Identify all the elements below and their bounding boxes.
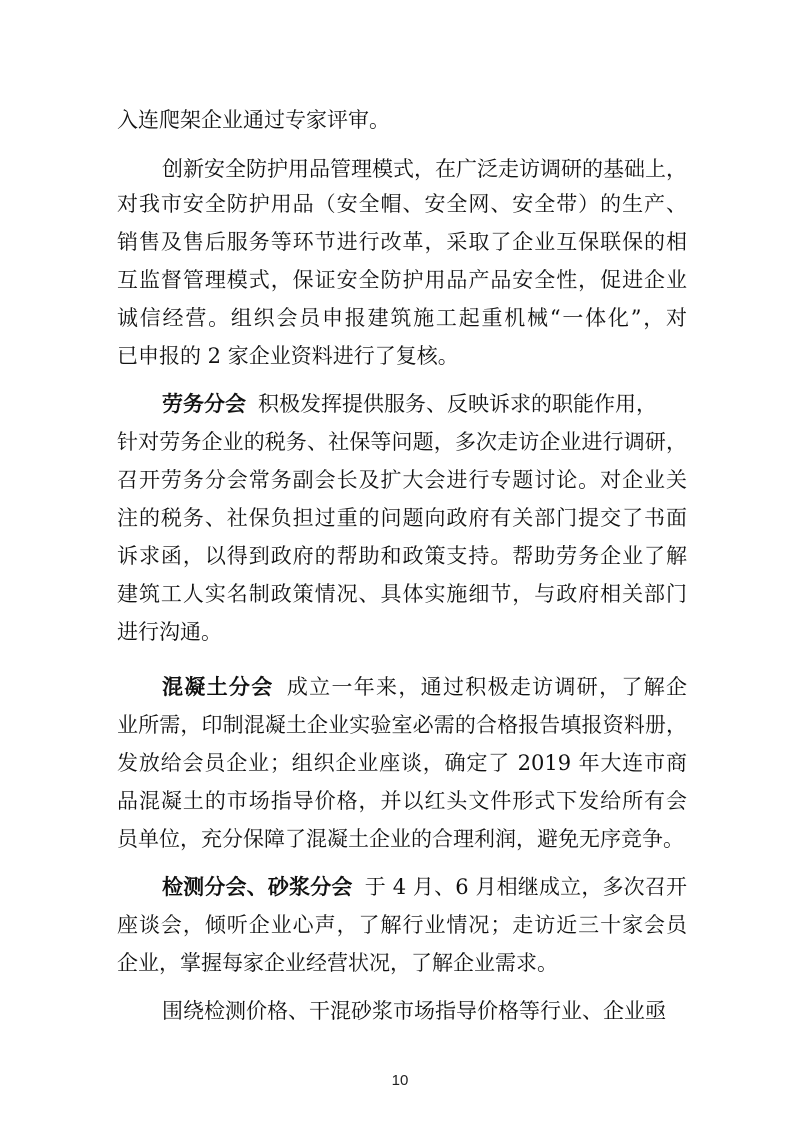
paragraph-line: 创新安全防护用品管理模式，在广泛走访调研的基础上， — [162, 157, 687, 181]
paragraph-line: 已申报的 2 家企业资料进行了复核。 — [117, 344, 459, 368]
paragraph-line: 业所需，印制混凝土企业实验室必需的合格报告填报资料册， — [117, 713, 687, 737]
section-heading-concrete: 混凝土分会 — [162, 675, 274, 699]
paragraph-line — [162, 391, 687, 417]
paragraph-line: 建筑工人实名制政策情况、具体实施细节，与政府相关部门 — [117, 582, 687, 606]
page-number: 10 — [391, 1072, 409, 1089]
paragraph-line: 发放给会员企业；组织企业座谈，确定了 2019 年大连市商 — [117, 751, 687, 775]
paragraph-text: 积极发挥提供服务、反映诉求的职能作用， — [258, 392, 657, 416]
paragraph-line: 针对劳务企业的税务、社保等问题，多次走访企业进行调研， — [117, 430, 687, 454]
paragraph-line — [162, 874, 687, 900]
paragraph-line: 员单位，充分保障了混凝土企业的合理利润，避免无序竞争。 — [117, 827, 684, 851]
paragraph-line: 进行沟通。 — [117, 620, 222, 644]
paragraph-line: 入连爬架企业通过专家评审。 — [117, 108, 390, 132]
paragraph-line — [162, 674, 687, 700]
paragraph-line: 销售及售后服务等环节进行改革，采取了企业互保联保的相 — [117, 230, 687, 254]
paragraph-text: 于 4 月、6 月相继成立，多次召开 — [364, 875, 687, 899]
paragraph-line: 围绕检测价格、干混砂浆市场指导价格等行业、企业亟 — [162, 999, 666, 1023]
paragraph-line: 召开劳务分会常务副会长及扩大会进行专题讨论。对企业关 — [117, 468, 687, 492]
paragraph-line: 企业，掌握每家企业经营状况，了解企业需求。 — [117, 951, 558, 975]
section-heading-testing-mortar: 检测分会、砂浆分会 — [162, 875, 353, 899]
section-heading-labor: 劳务分会 — [162, 392, 246, 416]
paragraph-line: 互监督管理模式，保证安全防护用品产品安全性，促进企业 — [117, 268, 687, 292]
paragraph-line: 座谈会，倾听企业心声，了解行业情况；走访近三十家会员 — [117, 913, 687, 937]
paragraph-line: 诉求函，以得到政府的帮助和政策支持。帮助劳务企业了解 — [117, 544, 687, 568]
paragraph-line: 注的税务、社保负担过重的问题向政府有关部门提交了书面 — [117, 506, 687, 530]
paragraph-line: 诚信经营。组织会员申报建筑施工起重机械“一体化”，对 — [117, 306, 687, 330]
paragraph-line: 品混凝土的市场指导价格，并以红头文件形式下发给所有会 — [117, 789, 687, 813]
paragraph-text: 成立一年来，通过积极走访调研，了解企 — [285, 675, 688, 699]
paragraph-line: 对我市安全防护用品（安全帽、安全网、安全带）的生产、 — [117, 192, 687, 216]
